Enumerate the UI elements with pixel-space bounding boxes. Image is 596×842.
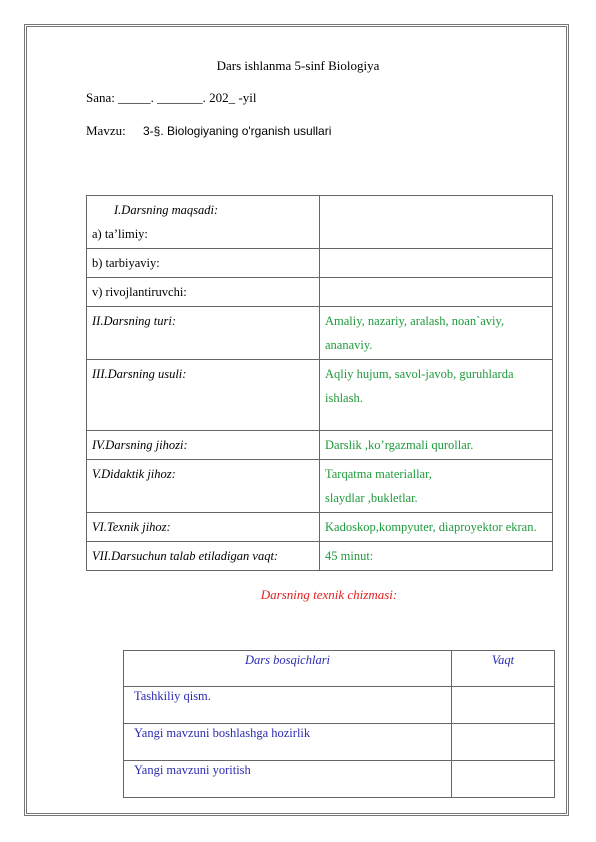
lesson-stages-table (123, 650, 555, 798)
stage-name: Yangi mavzuni boshlashga hozirlik (124, 724, 452, 761)
goals-cell (87, 196, 320, 249)
texnik-label: VI.Texnik jihoz: (87, 513, 320, 542)
time-header: Vaqt (452, 651, 555, 687)
talimiy-label: a) ta’limiy: (92, 227, 148, 241)
stage-name: Tashkiliy qism. (124, 687, 452, 724)
table-row (87, 249, 553, 278)
table-row (87, 360, 553, 431)
table-row (87, 278, 553, 307)
technical-scheme-title: Darsning texnik chizmasi: (260, 587, 398, 602)
table-row (124, 761, 555, 798)
goal-heading: I.Darsning maqsadi: (114, 203, 219, 217)
topic-line (86, 123, 331, 139)
rivojlantiruvchi-value (320, 278, 553, 307)
jihozi-label: IV.Darsning jihozi: (87, 431, 320, 460)
lesson-plan-table (86, 195, 553, 571)
vaqt-label: VII.Darsuchun talab etiladigan vaqt: (87, 542, 320, 571)
turi-label: II.Darsning turi: (87, 307, 320, 360)
tarbiyaviy-label: b) tarbiyaviy: (87, 249, 320, 278)
table-row (124, 687, 555, 724)
table-row (87, 513, 553, 542)
table-row (87, 542, 553, 571)
goals-value-cell (320, 196, 553, 249)
document-title: Dars ishlanma 5-sinf Biologiya (216, 58, 380, 73)
date-line: Sana: _____. _______. 202_ -yil (86, 90, 257, 105)
stage-name: Yangi mavzuni yoritish (124, 761, 452, 798)
topic-value: 3-§. Biologiyaning o'rganish usullari (142, 124, 332, 138)
jihozi-value: Darslik ,ko’rgazmali qurollar. (320, 431, 553, 460)
table-row (87, 196, 553, 249)
turi-value: Amaliy, nazariy, aralash, noan`aviy, ananaviy. (320, 307, 553, 360)
tarbiyaviy-value (320, 249, 553, 278)
usuli-value: Aqliy hujum, savol-javob, guruhlarda ishlash. (320, 360, 553, 431)
didaktik-value-line-1: Tarqatma materiallar, (325, 467, 432, 481)
table-row (87, 431, 553, 460)
didaktik-value (320, 460, 553, 513)
table-header-row (124, 651, 555, 687)
texnik-value: Kadoskop,kompyuter, diaproyektor ekran. (320, 513, 553, 542)
usuli-label: III.Darsning usuli: (87, 360, 320, 431)
table-row (87, 460, 553, 513)
topic-label: Mavzu: (86, 123, 126, 138)
table-row (87, 307, 553, 360)
stage-time (452, 761, 555, 798)
didaktik-value-line-2: slaydlar ,bukletlar. (325, 491, 418, 505)
rivojlantiruvchi-label: v) rivojlantiruvchi: (87, 278, 320, 307)
stage-time (452, 687, 555, 724)
table-row (124, 724, 555, 761)
stage-time (452, 724, 555, 761)
vaqt-value: 45 minut: (320, 542, 553, 571)
stages-header: Dars bosqichlari (124, 651, 452, 687)
didaktik-label: V.Didaktik jihoz: (87, 460, 320, 513)
